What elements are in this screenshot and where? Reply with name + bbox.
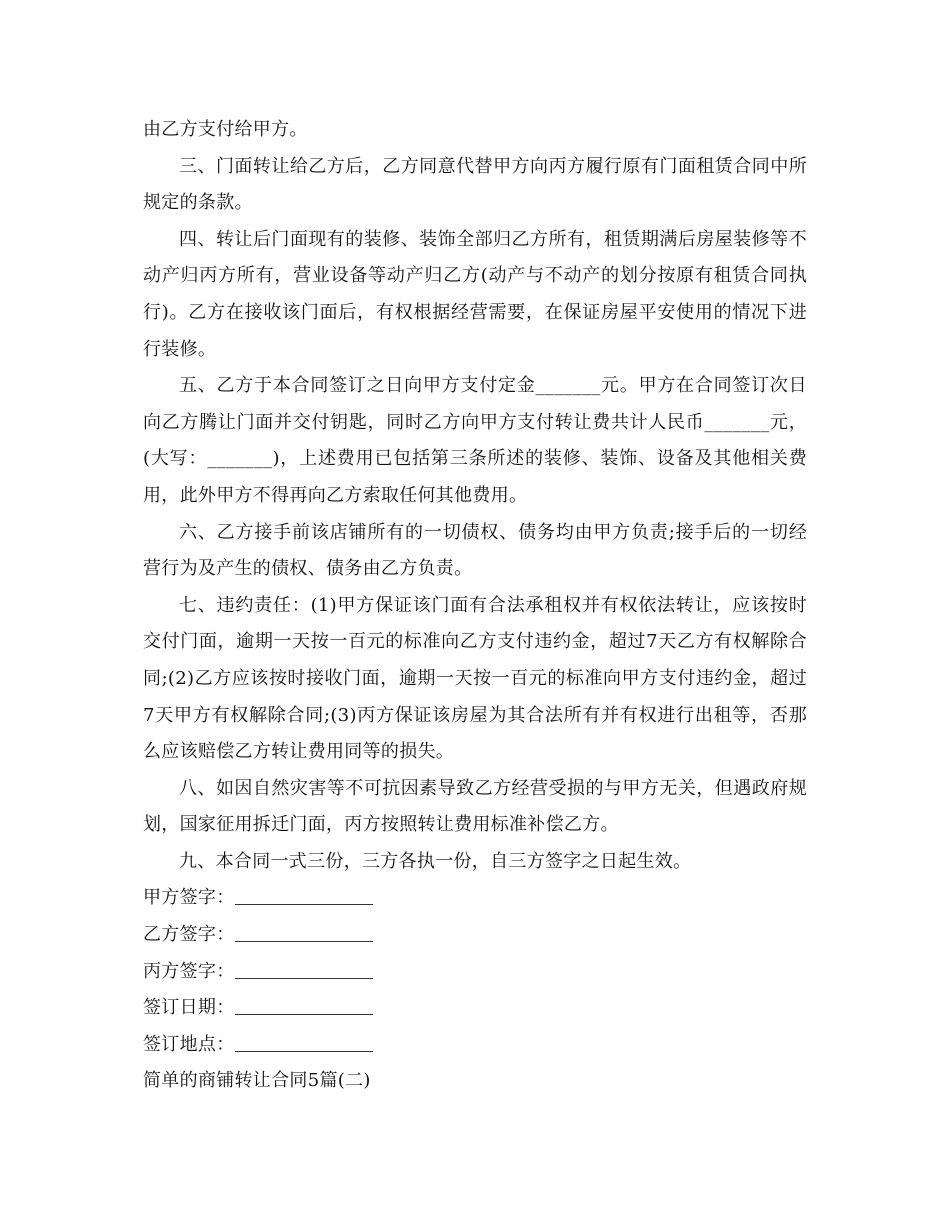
signature-blank-line bbox=[235, 919, 373, 942]
signature-label: 丙方签字： bbox=[143, 960, 235, 982]
signature-blank-line bbox=[235, 992, 373, 1015]
signature-blank-line bbox=[235, 1029, 373, 1052]
signature-blank-line bbox=[235, 882, 373, 905]
signature-party-b bbox=[143, 917, 807, 954]
signature-party-c bbox=[143, 954, 807, 991]
clause-3: 三、门面转让给乙方后，乙方同意代替甲方向丙方履行原有门面租赁合同中所规定的条款。 bbox=[143, 155, 807, 214]
clause-5: 五、乙方于本合同签订之日向甲方支付定金_______元。甲方在合同签订次日向乙方腾让门面并交付钥匙，同时乙方向甲方支付转让费共计人民币_______元，(大写：_______)，上述费用已包括第三条所述的装修、装饰、设备及其他相关费用，此外甲方不得再向乙方索取任何其他费用。 bbox=[143, 375, 807, 506]
signing-place bbox=[143, 1027, 807, 1064]
signing-date bbox=[143, 990, 807, 1027]
next-section-title: 简单的商铺转让合同5篇(二) bbox=[143, 1070, 371, 1092]
signature-label: 甲方签字： bbox=[143, 887, 235, 909]
signature-party-a bbox=[143, 880, 807, 917]
clause-8: 八、如因自然灾害等不可抗因素导致乙方经营受损的与甲方无关，但遇政府规划，国家征用拆迁门面，丙方按照转让费用标准补偿乙方。 bbox=[143, 777, 807, 836]
signature-blank-line bbox=[235, 956, 373, 979]
signature-label: 签订日期： bbox=[143, 997, 235, 1019]
clause-7: 七、违约责任：(1)甲方保证该门面有合法承租权并有权依法转让，应该按时交付门面，逾期一天按一百元的标准向乙方支付违约金，超过7天乙方有权解除合同;(2)乙方应该按时接收门面，逾期一天按一百元的标准向甲方支付违约金，超过7天甲方有权解除合同;(3)丙方保证该房屋为其合法所有并有权进行出租等，否那么应该赔偿乙方转让费用同等的损失。 bbox=[143, 594, 807, 763]
clause-6: 六、乙方接手前该店铺所有的一切债权、债务均由甲方负责;接手后的一切经营行为及产生的债权、债务由乙方负责。 bbox=[143, 521, 807, 580]
signature-label: 乙方签字： bbox=[143, 924, 235, 946]
clause-9: 九、本合同一式三份，三方各执一份，自三方签字之日起生效。 bbox=[179, 850, 692, 872]
paragraph-continuation: 由乙方支付给甲方。 bbox=[143, 119, 308, 140]
clause-4: 四、转让后门面现有的装修、装饰全部归乙方所有，租赁期满后房屋装修等不动产归丙方所有，营业设备等动产归乙方(动产与不动产的划分按原有租赁合同执行)。乙方在接收该门面后，有权根据经营需要，在保证房屋平安使用的情况下进行装修。 bbox=[143, 228, 807, 360]
signature-label: 签订地点： bbox=[143, 1033, 235, 1055]
contract-body bbox=[143, 112, 807, 1100]
